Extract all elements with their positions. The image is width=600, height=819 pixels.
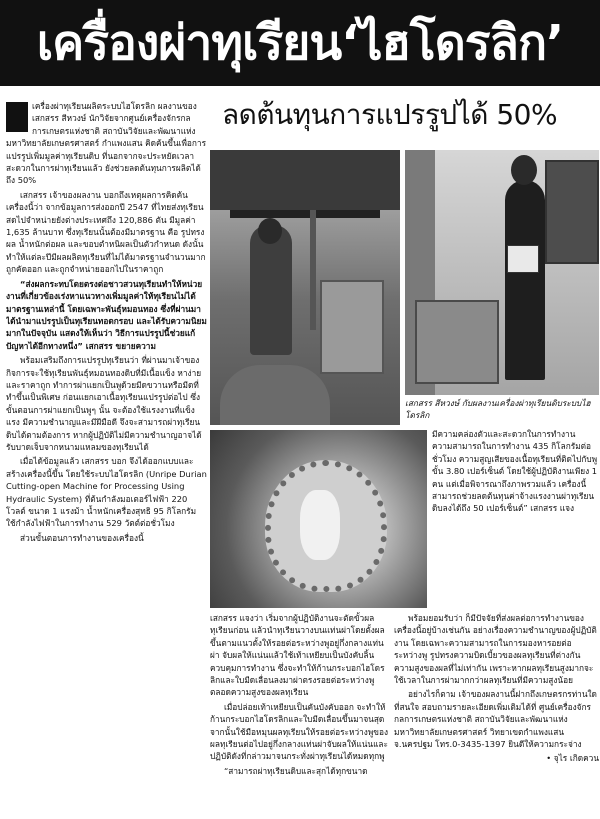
photo-durian-closeup bbox=[210, 430, 427, 608]
left-column bbox=[6, 100, 207, 815]
worker-figure bbox=[250, 225, 292, 355]
paragraph: เมื่อปล่อยเท้าเหยียบเป็นคันบังคับออก จะทำให้ก้านกระบอกไฮโดรลิกและใบมีดเลื่อนขึ้นมาจนสุด จากนั้นใช้มือหมุนผลทุเรียนให้รอยต่อระหว่างพูของผลทุเรียนต่อไปอยู่กึ่งกลางแท่นผ่าจับผลให้แน่นและปฏิบัติดังที่กล่าวมาจนกระทั่งผ่าทุเรียนได้หมดทุกพู bbox=[210, 701, 388, 762]
durian-pile bbox=[220, 365, 330, 425]
paragraph: เครื่องผ่าทุเรียนผลิตระบบไฮโดรลิก ผลงานของ เสกสรร สีหวงษ์ นักวิจัยจากศูนย์เครื่องจักรกลการเกษตรแห่งชาติ สถาบันวิจัยและพัฒนาแห่งมหาวิทยาลัยเกษตรศาสตร์ กำแพงแสน คิดค้นขึ้นเพื่อการแปรรูปเพิ่มมูลค่าทุเรียนดิบ ที่นอกจากจะประหยัดเวลา สะดวกในการผ่าทุเรียนแล้ว ยังช่วยลดต้นทุนการผลิตได้ถึง 50% bbox=[6, 101, 207, 186]
researcher-figure bbox=[505, 180, 545, 380]
notice-board bbox=[545, 160, 599, 264]
worker-head bbox=[258, 218, 282, 244]
paragraph: พร้อมเสริมถึงการแปรรูปทุเรียนว่า ที่ผ่านมาเจ้าของกิจการจะใช้ทุเรียนพันธุ์หมอนทองดิบที่มีเนื้อแข็ง หาง่ายและราคาถูก ทำการผ่าแยกเป็นพูด้วยมีดขวานหรือมีดที่ทำขึ้นเป็นพิเศษ ก่อนแยกเอาเนื้อทุเรียนแปรรูปต่อไป ซึ่งขั้นตอนการผ่าแยกเป็นพูๆ นั้น จะต้องใช้แรงงานที่แข็งแรง มีความชำนาญและมีฝีมือดี จึงจะสามารถผ่าทุเรียนดิบได้ตามต้องการ หากผู้ปฏิบัติไม่มีความชำนาญอาจได้รับบาดเจ็บจากหนามแหลมของทุเรียนได้ bbox=[6, 355, 202, 452]
byline: • จุไร เกิดควน bbox=[546, 753, 599, 764]
paragraph: มีความคล่องตัวและสะดวกในการทำงาน ความสามารถในการทำงาน 435 กิโลกรัมต่อชั่วโมง ความสูญเสียของเนื้อทุเรียนที่ติดไปกับพูขั้น 3.80 เปอร์เซ็นต์ โดยใช้ผู้ปฏิบัติงานเพียง 1 คน แต่เมื่อพิจารณาถึงภาพรวมแล้ว เครื่องนี้สามารถช่วยลดต้นทุนค่าจ้างแรงงานผ่าทุเรียนดิบลงได้ถึง 50 เปอร์เซ็นต์” เสกสรร แจง bbox=[432, 429, 598, 514]
headline-banner bbox=[0, 0, 600, 86]
paragraph: เสกสรร เจ้าของผลงาน บอกถึงเหตุผลการคิดค้นเครื่องนี้ว่า จากข้อมูลการส่งออกปี 2547 ที่ไทยส่งทุเรียนสดไปจำหน่ายยังต่างประเทศถึง 120,886 ตัน มีมูลค่า 1,635 ล้านบาท ซึ่งทุเรียนนั้นต้องมีมาตรฐาน คือ รูปทรงผล น้ำหนักต่อผล และขอบตำหนิผลเป็นตัวกำหนด ดังนั้น ทำให้แต่ละปีมีผลผลิตทุเรียนที่ไม่ได้มาตรฐานจำนวนมากถูกคัดออก และถูกจำหน่ายออกไปในราคาถูก bbox=[6, 189, 206, 275]
certificate bbox=[507, 245, 539, 273]
right-column-upper bbox=[432, 428, 598, 628]
right-column-lower bbox=[394, 612, 599, 815]
paragraph: เสกสรร แจงว่า เริ่มจากผู้ปฏิบัติงานจะตัดขั้วผลทุเรียนก่อน แล้วนำทุเรียนวางบนแท่นผ่าโดยตั้งผลขึ้นตามแนวตั้งให้รอยต่อระหว่างพูอยู่กึ่งกลางแท่นผ่า จับผลให้แน่นแล้วใช้เท้าเหยียบเป็นบังคับลิ้นควบคุมการทำงาน ซึ่งจะทำให้ก้านกระบอกไฮโดรลิกและใบมีดเลื่อนลงมาผ่าตรงรอยต่อระหว่างพูตลอดความสูงของผลทุเรียน bbox=[210, 613, 385, 698]
roof-shade bbox=[210, 150, 400, 210]
paragraph: ส่วนขั้นตอนการทำงานของเครื่องนี้ bbox=[20, 532, 144, 543]
roof-beam bbox=[230, 210, 380, 218]
paragraph: เมื่อได้ข้อมูลแล้ว เสกสรร บอก จึงได้ออกแบบและสร้างเครื่องนี้ขึ้น โดยใช้ระบบไฮโดรลิก (Unripe Durian Cutting-open Machine for Processing Using Hydraulic System) ที่ต้นกำลังมอเตอร์ไฟฟ้า 220 โวลต์ ขนาด 1 แรงม้า น้ำหนักเครื่องสุทธิ 95 กิโลกรัม ใช้กำลังไฟฟ้าในการทำงาน 529 วัตต์ต่อชั่วโมง bbox=[6, 456, 207, 529]
researcher-head bbox=[511, 155, 537, 185]
paragraph: “สามารถผ่าทุเรียนดิบและสุกได้ทุกขนาด bbox=[224, 765, 368, 776]
pull-quote: “ส่งผลกระทบโดยตรงต่อชาวสวนทุเรียนทำให้หน่วยงานที่เกี่ยวข้องเร่งหาแนวทางเพิ่มมูลค่าให้ทุเรียนไม่ได้มาตรฐานเหล่านี้ โดยเฉพาะพันธุ์หมอนทอง ซึ่งที่ผ่านมาได้นำมาแปรรูปเป็นทุเรียนทอดกรอบ และได้รับความนิยมมากในปัจจุบัน แสดงให้เห็นว่า วิธีการแปรรูปนี้ช่วยแก้ปัญหาได้อีกทางหนึ่ง” เสกสรร ขยายความ bbox=[6, 278, 207, 351]
photo-worker-machine bbox=[210, 150, 400, 425]
photo-researcher bbox=[405, 150, 599, 395]
paragraph: พร้อมยอมรับว่า ก็มีปัจจัยที่ส่งผลต่อการทำงานของเครื่องนี้อยู่บ้างเช่นกัน อย่างเรื่องความชำนาญของผู้ปฏิบัติงาน โดยเฉพาะความสามารถในการมองหารอยต่อระหว่างพู รูปทรงความบิดเบี้ยวของผลทุเรียนที่ต่างกัน ความสูงของผลที่ไม่เท่ากัน เพราะหากผลทุเรียนสูงมากจะใช้เวลาในการผ่ามากกว่าผลทุเรียนที่มีความสูงน้อย bbox=[394, 613, 597, 686]
paragraph: อย่างไรก็ตาม เจ้าของผลงานนี้ฝากถึงเกษตรกรท่านใดที่สนใจ สอบถามรายละเอียดเพิ่มเติมได้ที่ ศูนย์เครื่องจักรกลการเกษตรแห่งชาติ สถาบันวิจัยและพัฒนาแห่งมหาวิทยาลัยเกษตรศาสตร์ วิทยาเขตกำแพงแสน จ.นครปฐม โทร.0-3435-1397 ยินดีให้ความกระจ่าง bbox=[394, 689, 597, 750]
machine-frame bbox=[320, 280, 384, 374]
durian-flesh bbox=[300, 490, 340, 560]
subheadline: ลดต้นทุนการแปรรูปได้ 50% bbox=[222, 98, 558, 131]
drop-cap bbox=[6, 102, 28, 132]
middle-column-lower bbox=[210, 612, 388, 815]
hydraulic-machine bbox=[415, 300, 499, 384]
photo-caption: เสกสรร สีหวงษ์ กับผลงานเครื่องผ่าทุเรียนดิบระบบไฮโดรลิก bbox=[405, 398, 591, 420]
headline: เครื่องผ่าทุเรียน‘ไฮโดรลิก’ bbox=[36, 15, 564, 71]
post bbox=[310, 210, 316, 330]
